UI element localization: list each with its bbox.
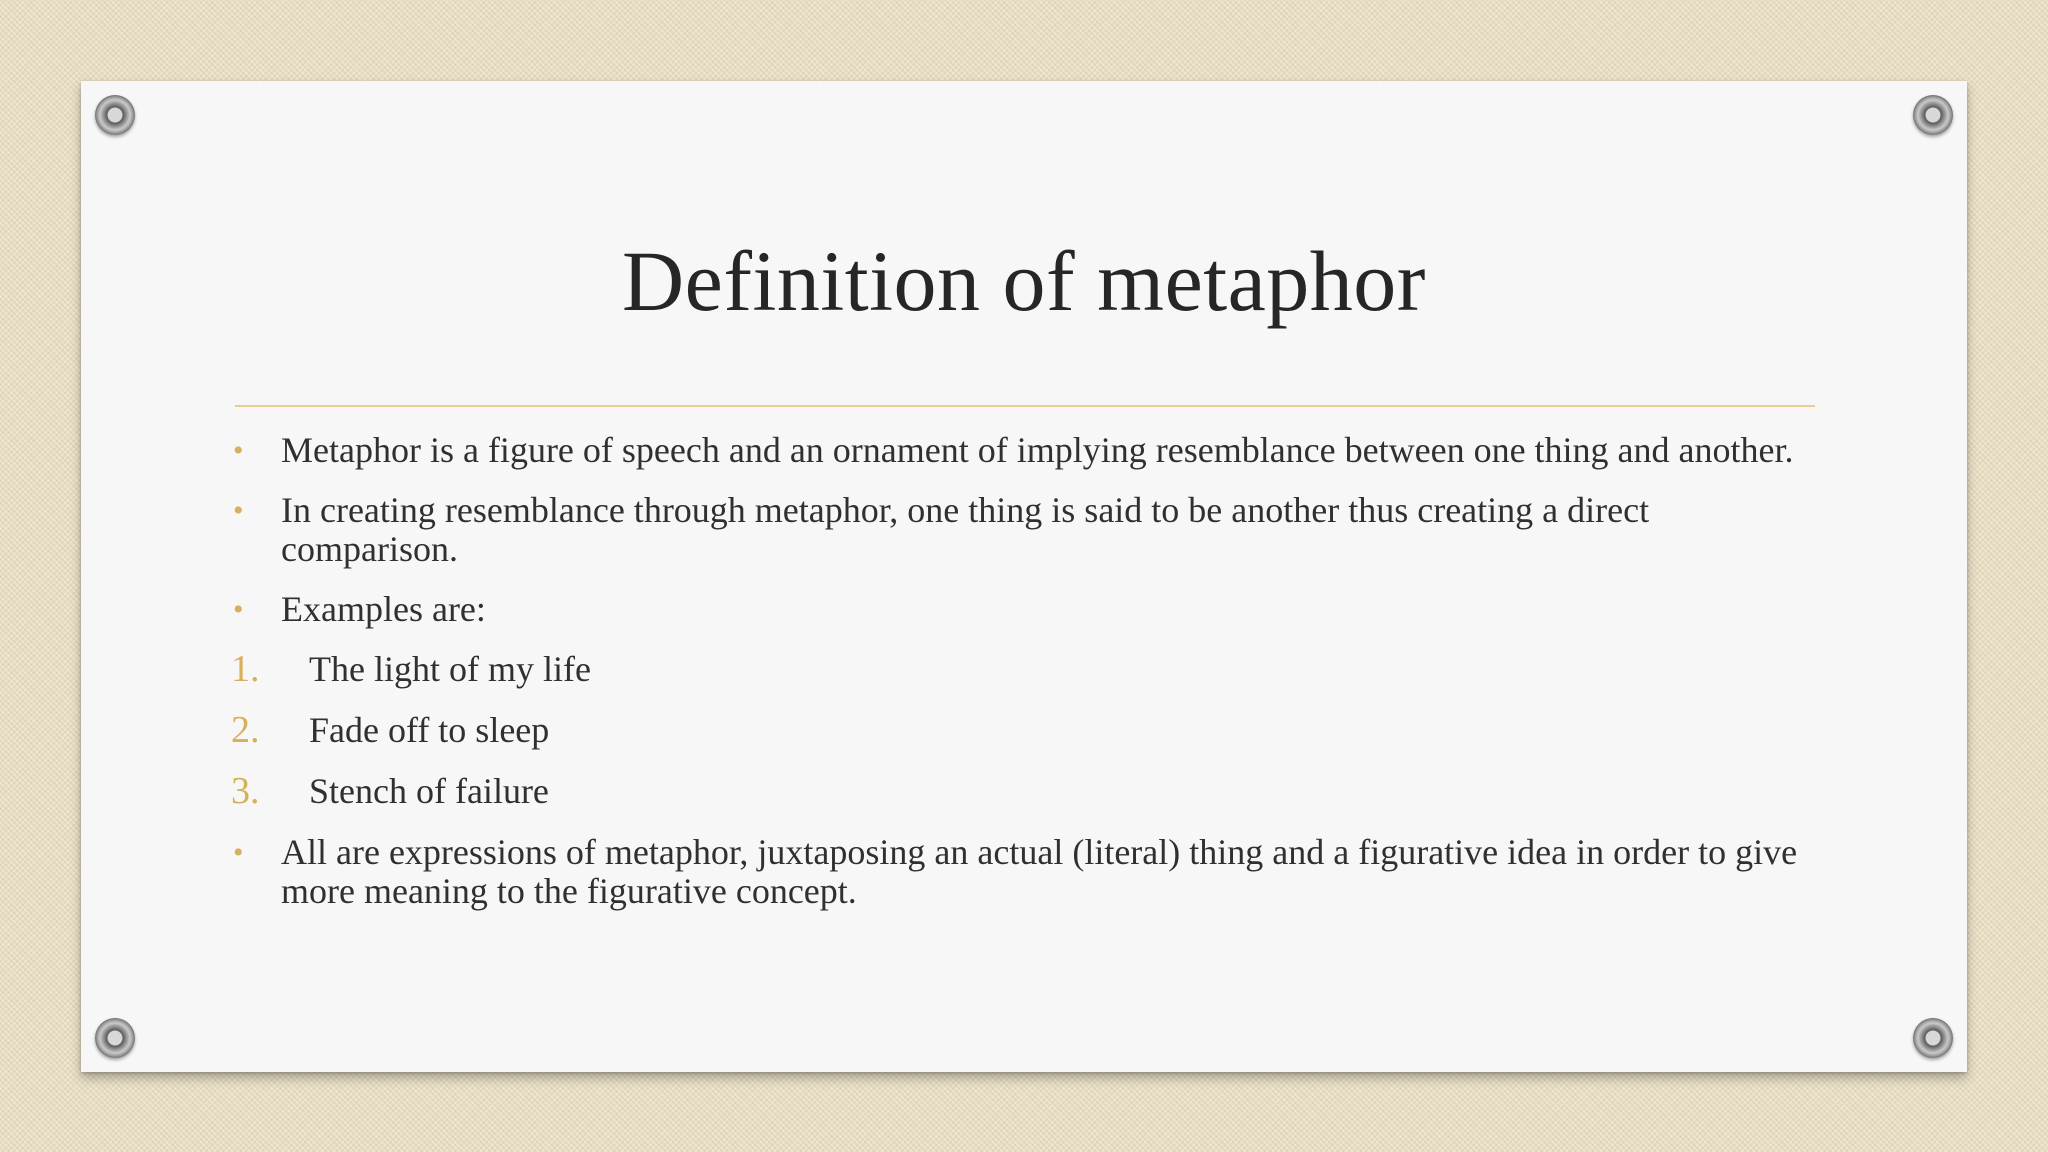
numbered-item-text: The light of my life	[309, 649, 591, 689]
list-item-text: In creating resemblance through metaphor, one thing is said to be another thus creating a direct comparison.	[281, 490, 1650, 569]
numbered-item	[231, 711, 1821, 750]
number-marker: 1.	[231, 648, 260, 690]
bullet-marker: •	[233, 593, 244, 626]
number-marker: 2.	[231, 709, 260, 751]
list-item	[231, 491, 1821, 569]
bullet-marker: •	[233, 494, 244, 527]
bullet-marker: •	[233, 434, 244, 467]
list-item-text: Metaphor is a figure of speech and an ornament of implying resemblance between one thing and another.	[281, 430, 1794, 470]
numbered-item	[231, 772, 1821, 811]
list-item-text: All are expressions of metaphor, juxtaposing an actual (literal) thing and a figurative idea in order to give more meaning to the figurative concept.	[281, 832, 1798, 911]
numbered-item-text: Stench of failure	[309, 771, 549, 811]
list-item	[231, 590, 1821, 629]
list-item	[231, 431, 1821, 470]
slide-card	[81, 81, 1967, 1072]
grommet-icon	[95, 1018, 135, 1058]
numbered-item	[231, 650, 1821, 689]
grommet-icon	[1913, 1018, 1953, 1058]
grommet-icon	[1913, 95, 1953, 135]
slide-title: Definition of metaphor	[622, 233, 1426, 329]
grommet-icon	[95, 95, 135, 135]
bullet-marker: •	[233, 836, 244, 869]
list-item	[231, 833, 1821, 911]
slide-content	[231, 431, 1821, 932]
title-divider	[235, 405, 1815, 407]
numbered-item-text: Fade off to sleep	[309, 710, 550, 750]
number-marker: 3.	[231, 770, 260, 812]
list-item-text: Examples are:	[281, 589, 486, 629]
